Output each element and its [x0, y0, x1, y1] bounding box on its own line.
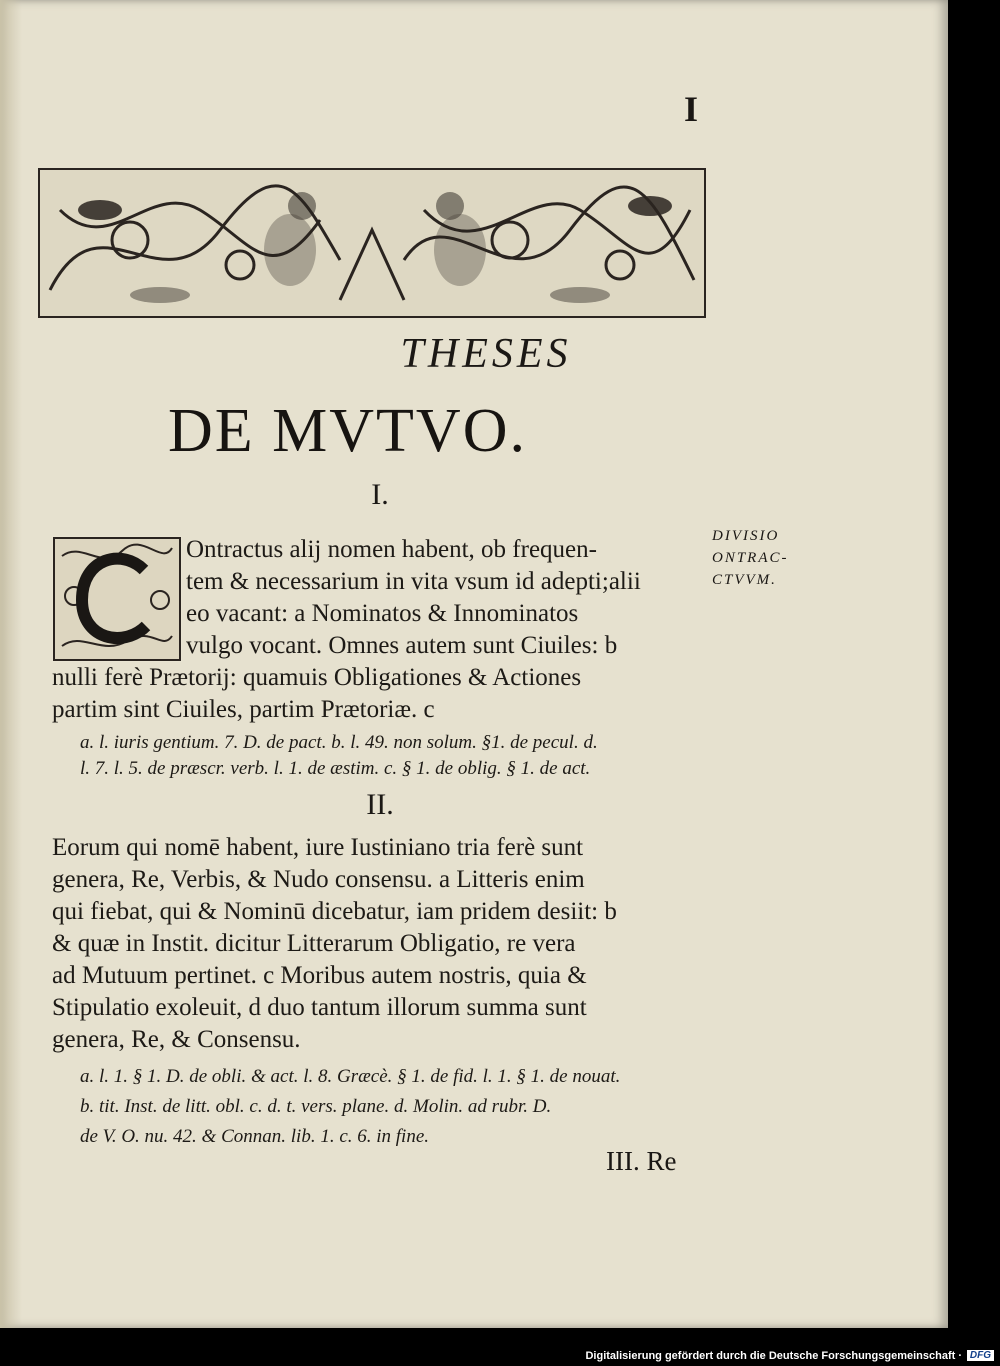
digitization-credit-bar [0, 1346, 1000, 1366]
catchword: III. Re [606, 1146, 677, 1176]
foliage-ornament-icon [40, 170, 704, 316]
margin-note-line-2: ONTRAC- [712, 550, 789, 566]
section-2-line-3: qui fiebat, qui & Nominū dicebatur, iam pridem desiit: b [52, 898, 617, 925]
section-1-line-6: partim sint Ciuiles, partim Prætoriæ. c [52, 696, 435, 723]
section-1-line-2: tem & necessarium in vita vsum id adepti;alii [186, 568, 641, 595]
decorated-initial-c [52, 536, 182, 662]
section-1-footnote-1: a. l. iuris gentium. 7. D. de pact. b. l. 49. non solum. §1. de pecul. d. [80, 732, 598, 753]
initial-c-ornament-icon [52, 536, 182, 662]
section-2-footnote-2: b. tit. Inst. de litt. obl. c. d. t. vers. plane. d. Molin. ad rubr. D. [80, 1096, 552, 1117]
section-2-line-1: Eorum qui nomē habent, iure Iustiniano tria ferè sunt [52, 834, 584, 861]
section-1-number: I. [371, 478, 389, 511]
section-2-line-5: ad Mutuum pertinet. c Moribus autem nostris, quia & [52, 962, 587, 989]
section-1-footnote-2: l. 7. l. 5. de præscr. verb. l. 1. de æstim. c. § 1. de oblig. § 1. de act. [80, 758, 591, 779]
section-2-footnote-3: de V. O. nu. 42. & Connan. lib. 1. c. 6. in fine. [80, 1126, 430, 1147]
section-2-number: II. [366, 788, 394, 821]
margin-note-line-3: CTVVM. [712, 572, 777, 588]
section-1-line-4: vulgo vocant. Omnes autem sunt Ciuiles: b [186, 632, 618, 659]
ornamental-headpiece [38, 168, 706, 318]
section-2-line-7: genera, Re, & Consensu. [52, 1026, 301, 1053]
page-number: I [684, 89, 699, 129]
section-1-line-5: nulli ferè Prætorij: quamuis Obligationes & Actiones [52, 664, 582, 691]
section-2-footnote-1: a. l. 1. § 1. D. de obli. & act. l. 8. Græcè. § 1. de fid. l. 1. § 1. de nouat. [80, 1066, 621, 1087]
margin-note-line-1: DIVISIO [712, 528, 780, 544]
section-2-line-4: & quæ in Instit. dicitur Litterarum Obligatio, re vera [52, 930, 576, 957]
section-2-line-6: Stipulatio exoleuit, d duo tantum illorum summa sunt [52, 994, 587, 1021]
title-de-mutuo: DE MVTVO. [168, 397, 527, 465]
credit-text: Digitalisierung gefördert durch die Deutsche Forschungsgemeinschaft · [585, 1350, 962, 1362]
section-1-line-3: eo vacant: a Nominatos & Innominatos [186, 600, 579, 627]
section-1-line-1: Ontractus alij nomen habent, ob frequen- [186, 536, 597, 563]
section-2-line-2: genera, Re, Verbis, & Nudo consensu. a Litteris enim [52, 866, 585, 893]
title-theses: THESES [400, 331, 572, 377]
dfg-logo: DFG [967, 1350, 994, 1361]
